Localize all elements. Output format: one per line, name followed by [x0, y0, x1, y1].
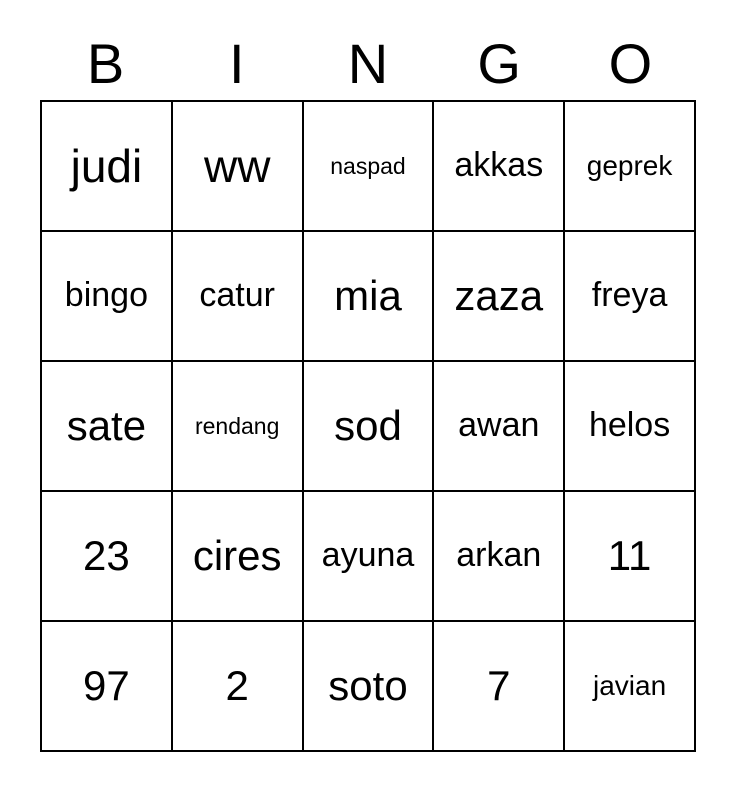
- bingo-header-letter-b: B: [86, 32, 125, 95]
- bingo-cell-label: ayuna: [321, 536, 415, 575]
- bingo-grid: [40, 100, 696, 752]
- bingo-cell-label: 97: [83, 661, 130, 709]
- bingo-cell[interactable]: [565, 492, 696, 622]
- bingo-cell-label: cires: [192, 531, 282, 579]
- bingo-cell-label: ww: [203, 139, 271, 192]
- bingo-cell[interactable]: [173, 492, 304, 622]
- bingo-cell[interactable]: [42, 362, 173, 492]
- bingo-card: [40, 28, 696, 752]
- bingo-cell[interactable]: [434, 232, 565, 362]
- bingo-cell-label: rendang: [194, 412, 280, 439]
- bingo-cell-label: 7: [487, 661, 511, 709]
- bingo-cell[interactable]: [304, 102, 435, 232]
- bingo-cell[interactable]: [173, 362, 304, 492]
- bingo-cell-label: javian: [593, 670, 667, 702]
- bingo-cell[interactable]: [42, 492, 173, 622]
- bingo-row: [42, 492, 696, 622]
- bingo-cell-label: 2: [225, 661, 249, 709]
- bingo-cell[interactable]: [434, 102, 565, 232]
- bingo-header-letter-n: N: [347, 32, 389, 95]
- bingo-cell-label: helos: [588, 406, 671, 445]
- bingo-row: [42, 622, 696, 752]
- bingo-cell-label: akkas: [454, 146, 544, 185]
- bingo-row: [42, 102, 696, 232]
- bingo-cell-label: naspad: [330, 152, 406, 179]
- bingo-cell-label: judi: [70, 139, 143, 192]
- bingo-cell-label: sod: [334, 401, 402, 449]
- bingo-cell[interactable]: [434, 622, 565, 752]
- bingo-cell[interactable]: [565, 232, 696, 362]
- bingo-header-letter-g: G: [477, 32, 521, 95]
- bingo-cell[interactable]: [42, 102, 173, 232]
- bingo-cell[interactable]: [565, 102, 696, 232]
- bingo-cell[interactable]: [42, 232, 173, 362]
- bingo-cell-label: geprek: [586, 150, 673, 182]
- bingo-cell[interactable]: [173, 232, 304, 362]
- bingo-cell-label: arkan: [456, 536, 542, 575]
- bingo-header-row: [40, 28, 696, 100]
- bingo-cell[interactable]: [304, 492, 435, 622]
- bingo-cell[interactable]: [565, 622, 696, 752]
- bingo-cell-label: soto: [328, 661, 408, 709]
- bingo-cell-label: catur: [199, 276, 275, 315]
- bingo-cell[interactable]: [173, 622, 304, 752]
- bingo-cell[interactable]: [173, 102, 304, 232]
- bingo-cell-label: 11: [607, 531, 652, 579]
- bingo-cell-label: sate: [66, 401, 147, 449]
- bingo-header-letter-i: I: [229, 32, 245, 95]
- bingo-cell-label: bingo: [64, 276, 148, 315]
- bingo-cell-label: freya: [591, 276, 668, 315]
- bingo-cell[interactable]: [42, 622, 173, 752]
- bingo-cell[interactable]: [565, 362, 696, 492]
- bingo-row: [42, 362, 696, 492]
- bingo-row: [42, 232, 696, 362]
- bingo-cell[interactable]: [304, 232, 435, 362]
- bingo-cell-label: 23: [83, 531, 130, 579]
- bingo-cell[interactable]: [434, 362, 565, 492]
- bingo-cell-label: zaza: [454, 271, 544, 319]
- bingo-cell-label: awan: [458, 406, 540, 445]
- bingo-cell[interactable]: [434, 492, 565, 622]
- bingo-header-letter-o: O: [608, 32, 653, 95]
- bingo-cell[interactable]: [304, 622, 435, 752]
- bingo-cell[interactable]: [304, 362, 435, 492]
- bingo-cell-label: mia: [334, 271, 402, 319]
